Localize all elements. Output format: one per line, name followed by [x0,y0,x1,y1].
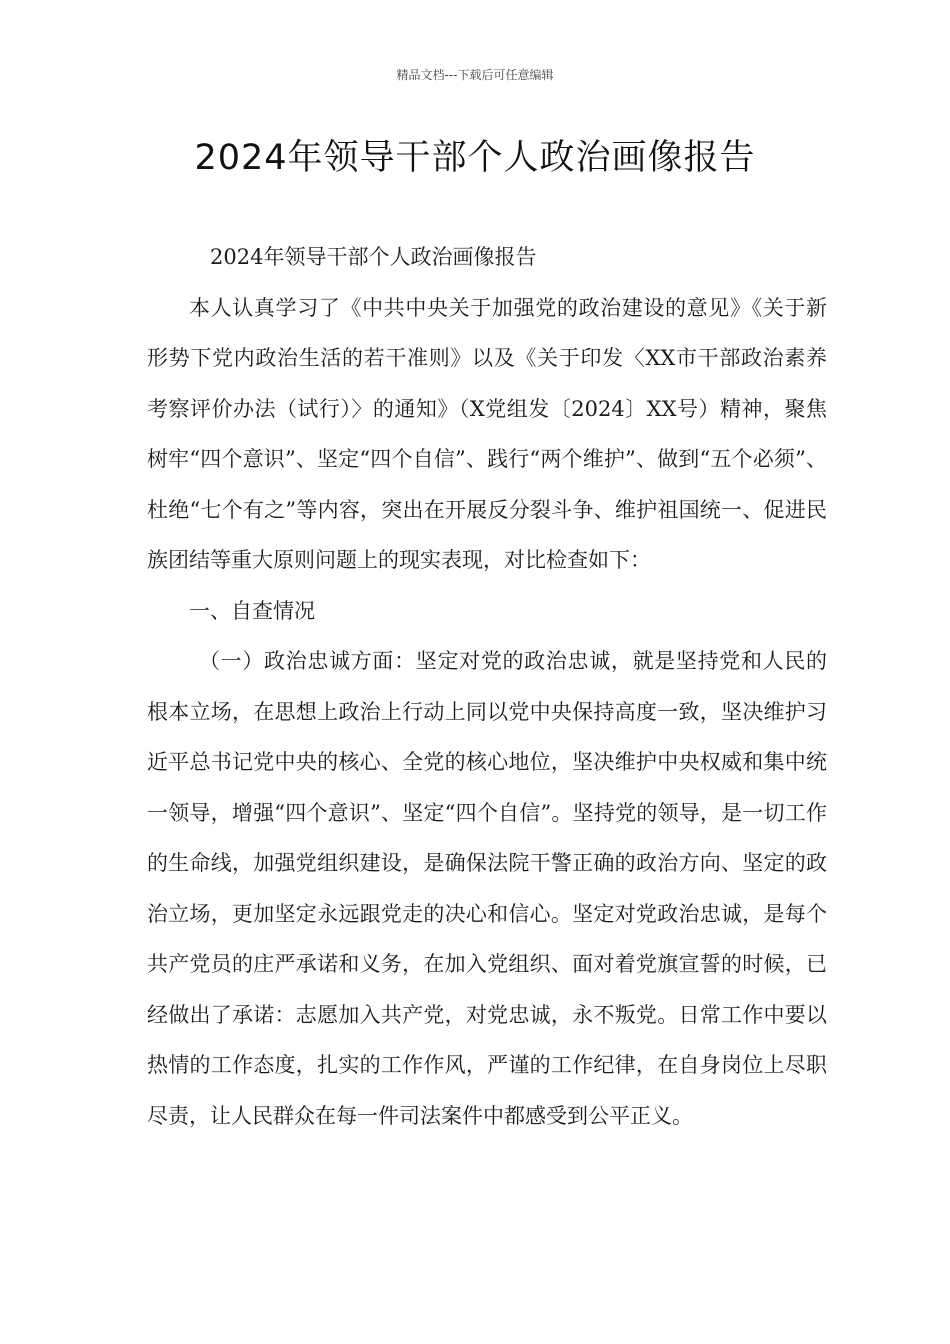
document-title: 2024年领导干部个人政治画像报告 [194,138,756,178]
document-body [147,232,827,1141]
page-header-note: 精品文档---下载后可任意编辑 [396,68,554,82]
document-subtitle: 2024年领导干部个人政治画像报告 [210,245,537,269]
paragraph-political-loyalty: （一）政治忠诚方面：坚定对党的政治忠诚，就是坚持党和人民的根本立场，在思想上政治上行动上同以党中央保持高度一致，坚决维护习近平总书记党中央的核心、全党的核心地位，坚决维护中央权威和集中统一领导，增强“四个意识”、坚定“四个自信”。坚持党的领导，是一切工作的生命线，加强党组织建设，是确保法院干警正确的政治方向、坚定的政治立场，更加坚定永远跟党走的决心和信心。坚定对党政治忠诚，是每个共产党员的庄严承诺和义务，在加入党组织、面对着党旗宣誓的时候，已经做出了承诺：志愿加入共产党，对党忠诚，永不叛党。日常工作中要以热情的工作态度，扎实的工作作风，严谨的工作纪律，在自身岗位上尽职尽责，让人民群众在每一件司法案件中都感受到公平正义。 [147,649,827,1128]
paragraph-intro: 本人认真学习了《中共中央关于加强党的政治建设的意见》《关于新形势下党内政治生活的若干准则》以及《关于印发〈XX市干部政治素养考察评价办法（试行）〉的通知》（X党组发〔2024〕XX号）精神，聚焦树牢“四个意识”、坚定“四个自信”、践行“两个维护”、做到“五个必须”、杜绝“七个有之”等内容，突出在开展反分裂斗争、维护祖国统一、促进民族团结等重大原则问题上的现实表现，对比检查如下： [147,295,827,572]
section-heading: 一、自查情况 [189,598,315,623]
